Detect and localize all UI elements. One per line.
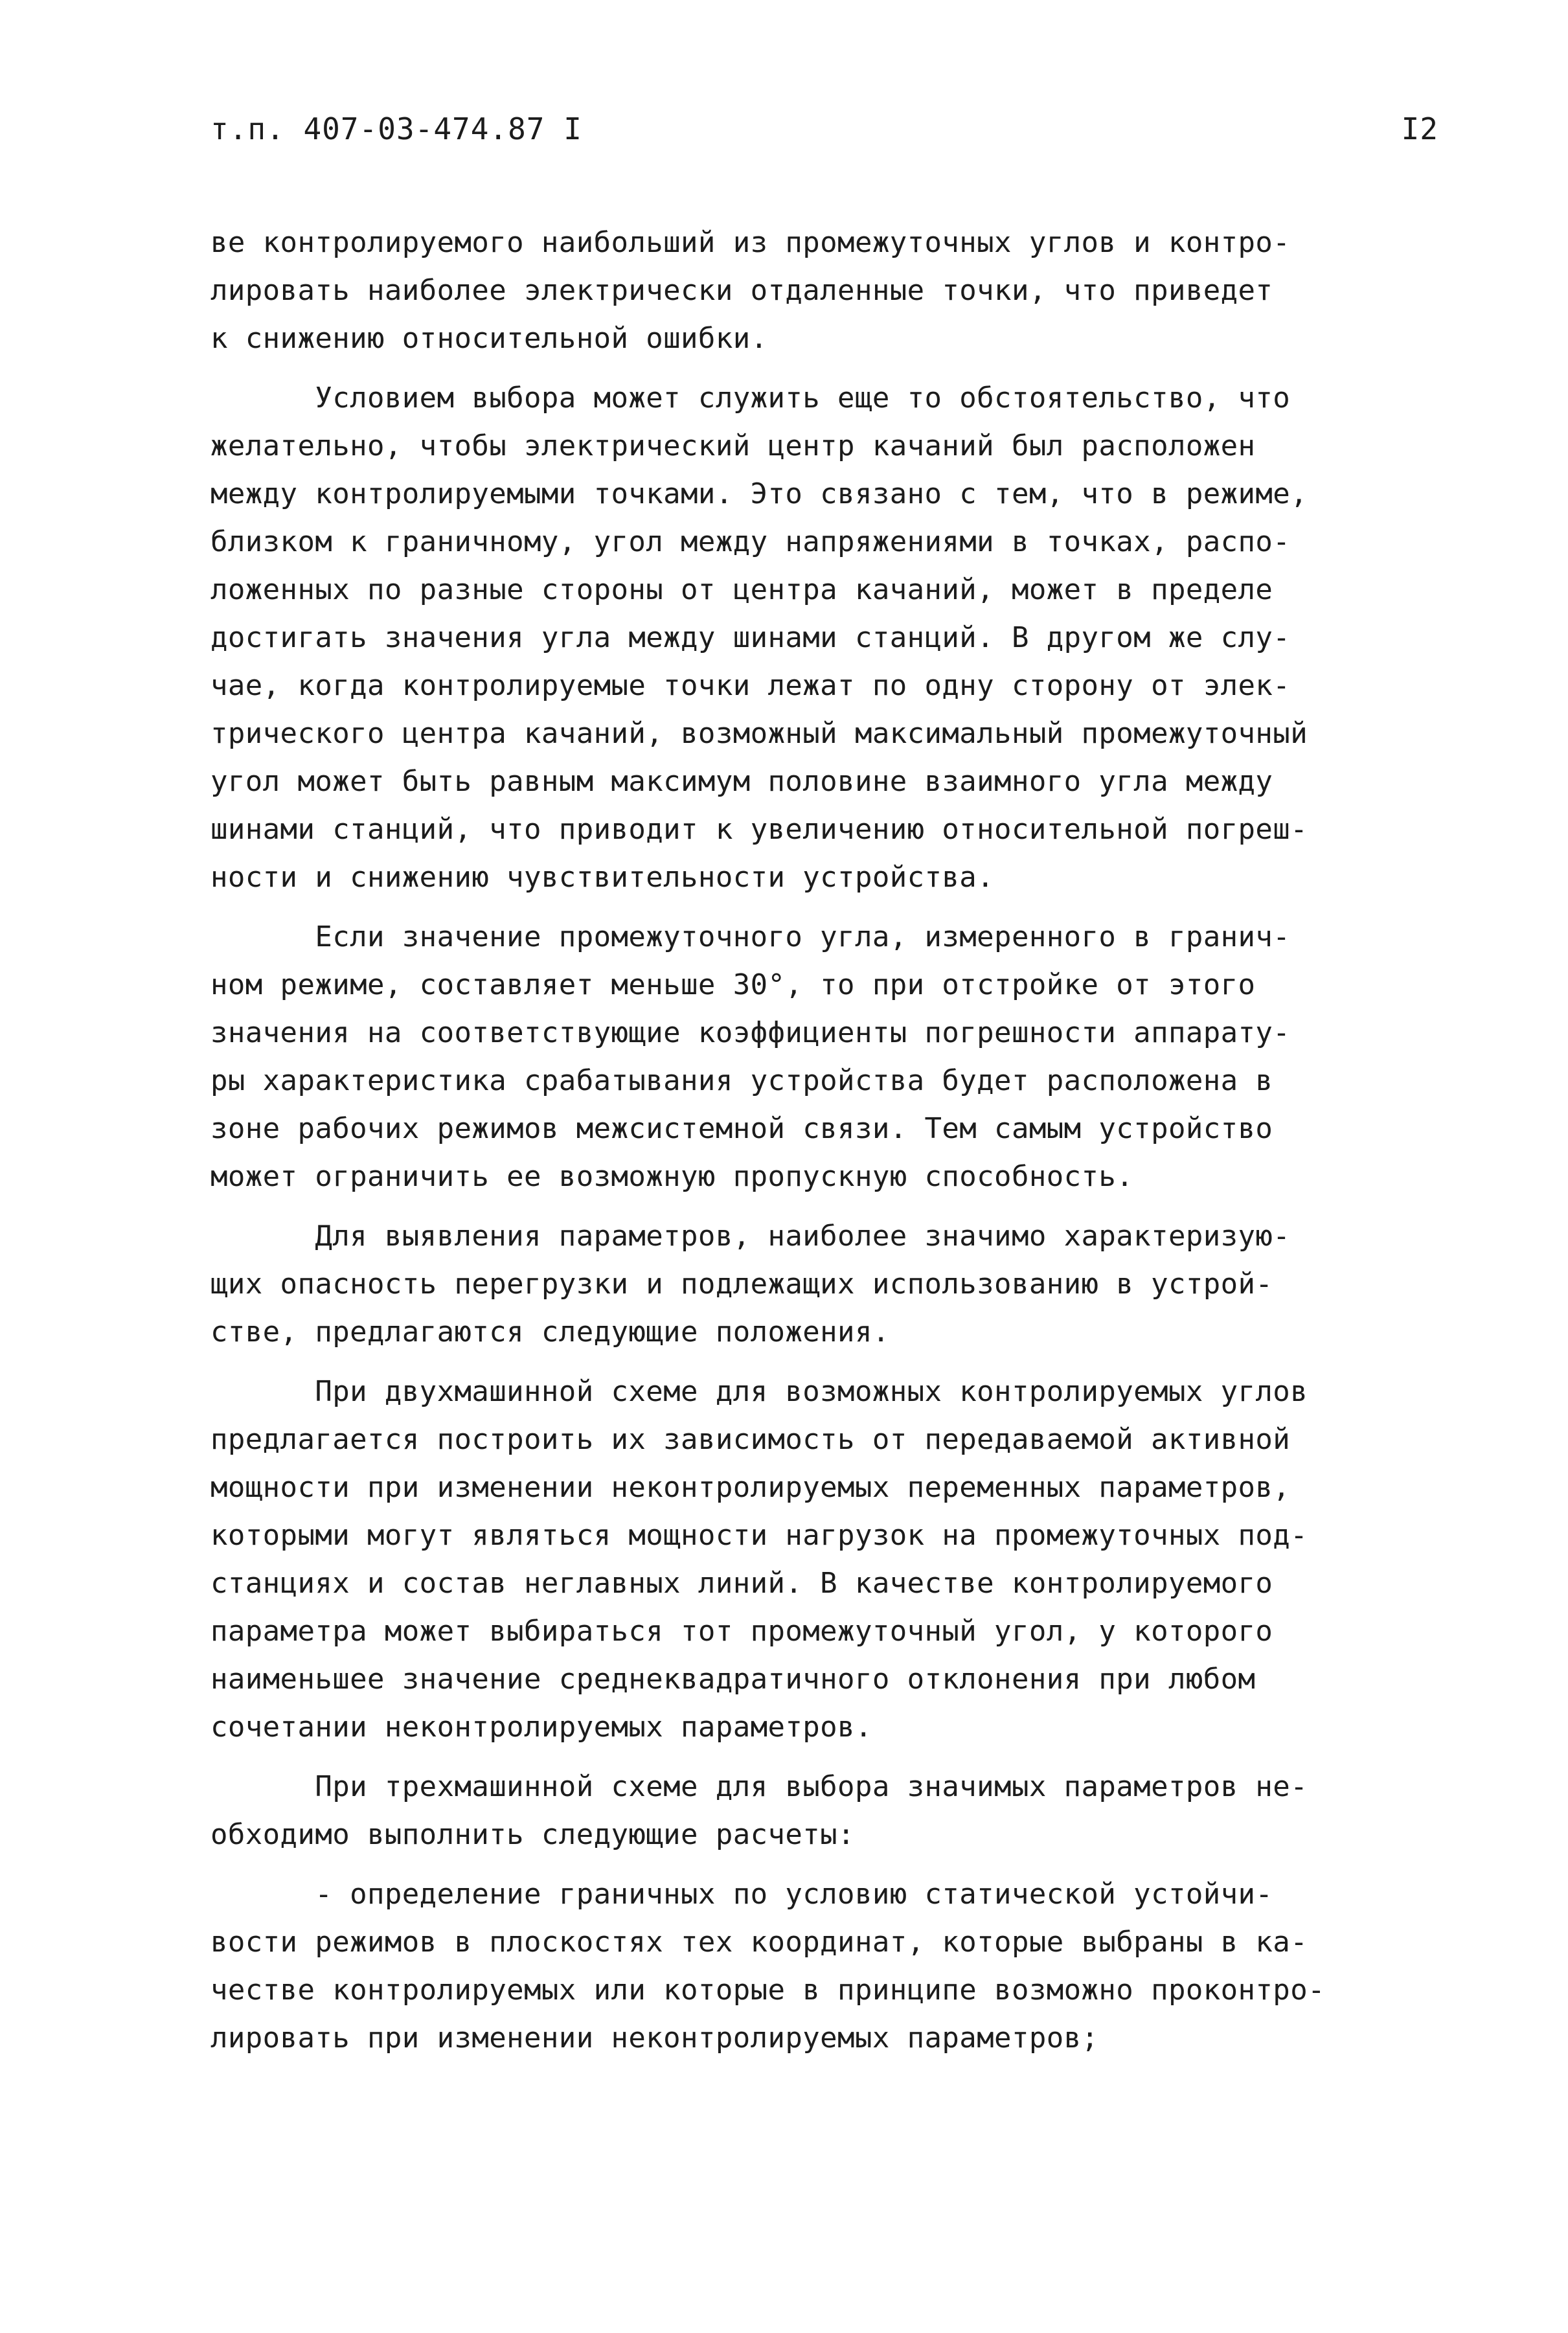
- text-line: Для выявления параметров, наиболее значимо характеризую-: [210, 1220, 1291, 1253]
- text-line: ложенных по разные стороны от центра качаний, может в пределе: [210, 573, 1273, 606]
- text-line: лировать при изменении неконтролируемых параметров;: [210, 2021, 1099, 2054]
- page-number: I2: [1401, 111, 1438, 146]
- text-line: между контролируемыми точками. Это связано с тем, что в режиме,: [210, 477, 1308, 510]
- document-code: т.п. 407-03-474.87 I: [210, 111, 582, 146]
- text-line: ве контролируемого наибольший из промежуточных углов и контро-: [210, 226, 1291, 259]
- text-line: сочетании неконтролируемых параметров.: [210, 1711, 872, 1744]
- text-line: желательно, чтобы электрический центр качаний был расположен: [210, 429, 1256, 462]
- paragraph: [210, 374, 1460, 902]
- text-line: наименьшее значение среднеквадратичного отклонения при любом: [210, 1663, 1256, 1696]
- paragraph: [210, 1212, 1460, 1356]
- text-line: чае, когда контролируемые точки лежат по одну сторону от элек-: [210, 669, 1291, 702]
- text-line: станциях и состав неглавных линий. В качестве контролируемого: [210, 1567, 1273, 1600]
- text-line: ном режиме, составляет меньше 30°, то при отстройке от этого: [210, 968, 1256, 1001]
- document-body: [210, 219, 1460, 2062]
- text-line: предлагается построить их зависимость от передаваемой активной: [210, 1423, 1291, 1456]
- text-line: ры характеристика срабатывания устройства будет расположена в: [210, 1064, 1273, 1097]
- text-line: вости режимов в плоскостях тех координат, которые выбраны в ка-: [210, 1926, 1308, 1959]
- paragraph: [210, 1871, 1460, 2062]
- text-line: При двухмашинной схеме для возможных контролируемых углов: [210, 1375, 1308, 1408]
- text-line: шинами станций, что приводит к увеличению относительной погреш-: [210, 813, 1308, 846]
- text-line: трического центра качаний, возможный максимальный промежуточный: [210, 717, 1308, 750]
- text-line: лировать наиболее электрически отдаленные точки, что приведет: [210, 274, 1273, 307]
- text-line: угол может быть равным максимум половине взаимного угла между: [210, 765, 1273, 798]
- text-line: обходимо выполнить следующие расчеты:: [210, 1818, 855, 1851]
- text-line: ности и снижению чувствительности устройства.: [210, 861, 995, 894]
- paragraph: [210, 219, 1460, 363]
- text-line: параметра может выбираться тот промежуточный угол, у которого: [210, 1615, 1273, 1648]
- text-line: зоне рабочих режимов межсистемной связи. Тем самым устройство: [210, 1112, 1273, 1145]
- text-line: Условием выбора может служить еще то обстоятельство, что: [210, 381, 1291, 415]
- text-line: достигать значения угла между шинами станций. В другом же слу-: [210, 621, 1291, 654]
- page-header: [210, 111, 1438, 157]
- text-line: стве, предлагаются следующие положения.: [210, 1315, 890, 1349]
- text-line: которыми могут являться мощности нагрузок на промежуточных под-: [210, 1519, 1308, 1552]
- text-line: мощности при изменении неконтролируемых переменных параметров,: [210, 1471, 1291, 1504]
- paragraph: [210, 913, 1460, 1201]
- paragraph: [210, 1763, 1460, 1859]
- text-line: к снижению относительной ошибки.: [210, 322, 768, 355]
- paragraph: [210, 1368, 1460, 1751]
- text-line: значения на соответствующие коэффициенты погрешности аппарату-: [210, 1016, 1291, 1049]
- text-line: может ограничить ее возможную пропускную способность.: [210, 1160, 1134, 1193]
- text-line: щих опасность перегрузки и подлежащих использованию в устрой-: [210, 1268, 1273, 1301]
- text-line: При трехмашинной схеме для выбора значимых параметров не-: [210, 1770, 1308, 1803]
- text-line: Если значение промежуточного угла, измеренного в гранич-: [210, 920, 1291, 953]
- text-line: - определение граничных по условию статической устойчи-: [210, 1878, 1273, 1911]
- text-line: близком к граничному, угол между напряжениями в точках, распо-: [210, 525, 1291, 558]
- text-line: честве контролируемых или которые в принципе возможно проконтро-: [210, 1974, 1325, 2007]
